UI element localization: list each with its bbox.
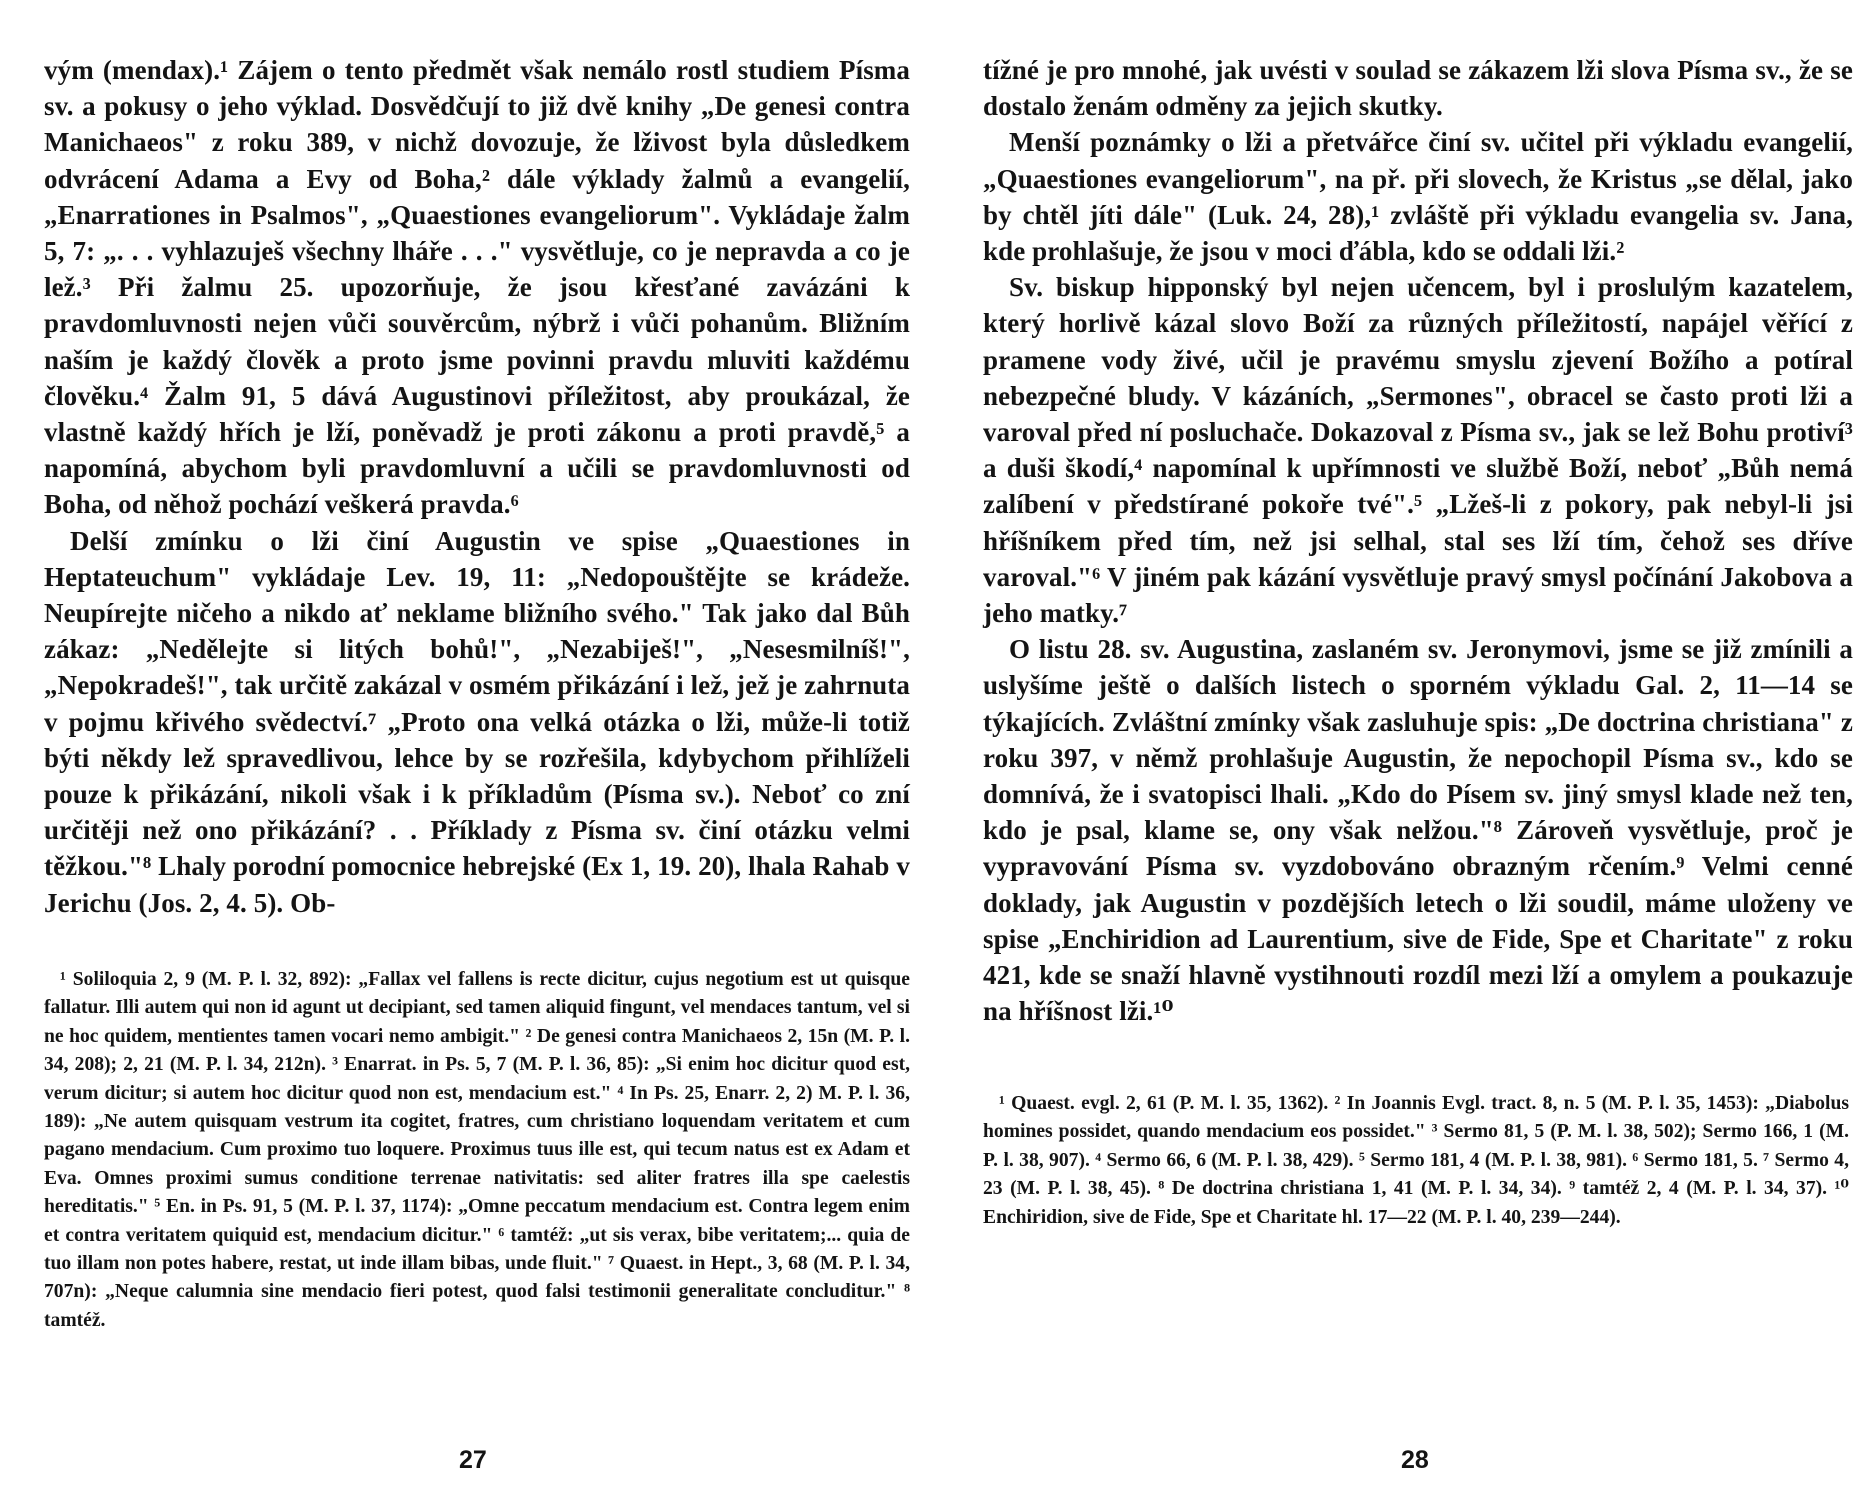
left-body-text [44, 52, 910, 921]
right-footnotes-text: ¹ Quaest. evgl. 2, 61 (P. M. l. 35, 1362). ² In Joannis Evgl. tract. 8, n. 5 (M. P. l. 35, 1453): „Diabolus homines possidet, quando mendacium eos possidet." ³ Sermo 81, 5 (P. M. l. 38, 502); Sermo 166, 1 (M. P. l. 38, 907). ⁴ Sermo 66, 6 (M. P. l. 38, 429). ⁵ Sermo 181, 4 (M. P. l. 38, 981). ⁶ Sermo 181, 5. ⁷ Sermo 4, 23 (M. P. l. 38, 45). ⁸ De doctrina christiana 1, 41 (M. P. l. 34, 34). ⁹ tamtéž 2, 4 (M. P. l. 34, 37). ¹⁰ Enchiridion, sive de Fide, Spe et Charitate hl. 17—22 (M. P. l. 40, 239—244). [983, 1093, 1849, 1228]
left-footnotes [44, 966, 910, 1335]
right-paragraph-1: tížné je pro mnohé, jak uvésti v soulad se zákazem lži slova Písma sv., že se dostalo ženám odměny za jejich skutky. [983, 55, 1853, 122]
right-paragraph-2: Menší poznámky o lži a přetvářce činí sv. učitel při výkladu evangelií, „Quaestiones evangeliorum", na př. při slovech, že Kristus „se dělal, jako by chtěl jíti dále" (Luk. 24, 28),¹ zvláště při výkladu evangelia sv. Jana, kde prohlašuje, že jsou v moci ďábla, kdo se oddali lži.² [983, 127, 1853, 267]
left-paragraph-2: Delší zmínku o lži činí Augustin ve spise „Quaestiones in Heptateuchum" vykládaje Lev. 19, 11: „Nedopouštějte se krádeže. Neupírejte ničeho a nikdo ať neklame bližního svého." Tak jako dal Bůh zákaz: „Nedělejte si litých bohů!", „Nezabiješ!", „Nesesmilníš!", „Nepokradeš!", tak určitě zakázal v osmém přikázání i lež, jež je zahrnuta v pojmu křivého svědectví.⁷ „Proto ona velká otázka o lži, může-li totiž býti někdy lež spravedlivou, lehce by se rozřešila, kdybychom přihlíželi pouze k přikázání, nikoli však i k příkladům (Písma sv.). Neboť co zní určitěji než ono přikázání? . . Příklady z Písma sv. činí otázku velmi těžkou."⁸ Lhaly porodní pomocnice hebrejské (Ex 1, 19. 20), lhala Rahab v Jerichu (Jos. 2, 4. 5). Ob- [44, 525, 910, 918]
page-number-right: 28 [1401, 1446, 1429, 1474]
right-footnotes [983, 1090, 1849, 1232]
left-footnotes-text: ¹ Soliloquia 2, 9 (M. P. l. 32, 892): „Fallax vel fallens is recte dicitur, cujus negotium est ut quisque fallatur. Illi autem qui non id agunt ut decipiant, sed tamen aliquid fingunt, vel mendaces tantum, vel si ne hoc quidem, mentientes tamen vocari nemo ambigit." ² De genesi contra Manichaeos 2, 15n (M. P. l. 34, 208); 2, 21 (M. P. l. 34, 212n). ³ Enarrat. in Ps. 5, 7 (M. P. l. 36, 85): „Si enim hoc dicitur quod est, verum dicitur; si autem hoc dicitur quod non est, mendacium est." ⁴ In Ps. 25, Enarr. 2, 2) M. P. l. 36, 189): „Ne autem quisquam vestrum ita cogitet, fratres, cum christiano loquendam veritatem et cum pagano mendacium. Cum proximo tuo loquere. Proximus tuus ille est, qui tecum natus est ex Adam et Eva. Omnes proximi sumus conditione terrenae nativitatis: sed aliter fratres illa spe caelestis hereditatis." ⁵ En. in Ps. 91, 5 (M. P. l. 37, 1174): „Omne peccatum mendacium est. Contra legem enim et contra veritatem quiquid est, mendacium dicitur." ⁶ tamtéž: „ut sis verax, bibe veritatem;... quia de tuo illam non potes habere, restat, ut inde illam bibas, unde fluit." ⁷ Quaest. in Hept., 3, 68 (M. P. l. 34, 707n): „Neque calumnia sine mendacio fieri potest, quod falsi testimonii generalitate concluditur." ⁸ tamtéž. [44, 969, 910, 1331]
right-body-text [983, 52, 1853, 1029]
right-paragraph-3: Sv. biskup hipponský byl nejen učencem, byl i proslulým kazatelem, který horlivě kázal slovo Boží za různých příležitostí, napájel věřící z pramene vody živé, učil je pravému smyslu zjevení Božího a potíral nebezpečné bludy. V kázáních, „Sermones", obracel se často proti lži a varoval před ní posluchače. Dokazoval z Písma sv., jak se lež Bohu protiví³ a duši škodí,⁴ napomínal k upřímnosti ve službě Boží, neboť „Bůh nemá zalíbení v předstírané pokoře tvé".⁵ „Lžeš-li z pokory, pak nebyl-li jsi hříšníkem před tím, než jsi selhal, stal ses lží tím, čehož ses dříve varoval."⁶ V jiném pak kázání vysvětluje pravý smysl počínání Jakobova a jeho matky.⁷ [983, 272, 1853, 629]
right-paragraph-4: O listu 28. sv. Augustina, zaslaném sv. Jeronymovi, jsme se již zmínili a uslyšíme ještě o dalších listech o sporném výkladu Gal. 2, 11—14 se týkajících. Zvláštní zmínky však zasluhuje spis: „De doctrina christiana" z roku 397, v němž prohlašuje Augustin, že nepochopil Písma sv., kdo se domnívá, že i svatopisci lhali. „Kdo do Písem sv. jiný smysl klade než ten, kdo je psal, klame se, ony však nelžou."⁸ Zároveň vysvětluje, proč je vypravování Písma sv. vyzdobováno obrazným rčením.⁹ Velmi cenné doklady, jak Augustin v pozdějších letech o lži soudil, máme uloženy ve spise „Enchiridion ad Laurentium, sive de Fide, Spe et Charitate" z roku 421, kde se snaží hlavně vystihnouti rozdíl mezi lží a omylem a poukazuje na hříšnost lži.¹⁰ [983, 634, 1853, 1027]
left-paragraph-1: vým (mendax).¹ Zájem o tento předmět však nemálo rostl studiem Písma sv. a pokusy o jeho výklad. Dosvědčují to již dvě knihy „De genesi contra Manichaeos" z roku 389, v nichž dovozuje, že lživost byla důsledkem odvrácení Adama a Evy od Boha,² dále výklady žalmů a evangelií, „Enarrationes in Psalmos", „Quaestiones evangeliorum". Vykládaje žalm 5, 7: „. . . vyhlazuješ všechny lháře . . ." vysvětluje, co je nepravda a co je lež.³ Při žalmu 25. upozorňuje, že jsou křesťané zavázáni k pravdomluvnosti nejen vůči souvěrcům, nýbrž i vůči pohanům. Bližním naším je každý člověk a proto jsme povinni pravdu mluviti každému člověku.⁴ Žalm 91, 5 dává Augustinovi příležitost, aby proukázal, že vlastně každý hřích je lží, poněvadž je proti zákonu a proti pravdě,⁵ a napomíná, abychom byli pravdomluvní a učili se pravdomluvnosti od Boha, od něhož pochází veškerá pravda.⁶ [44, 55, 910, 520]
right-page [935, 0, 1870, 1500]
page-number-left: 27 [459, 1446, 487, 1474]
